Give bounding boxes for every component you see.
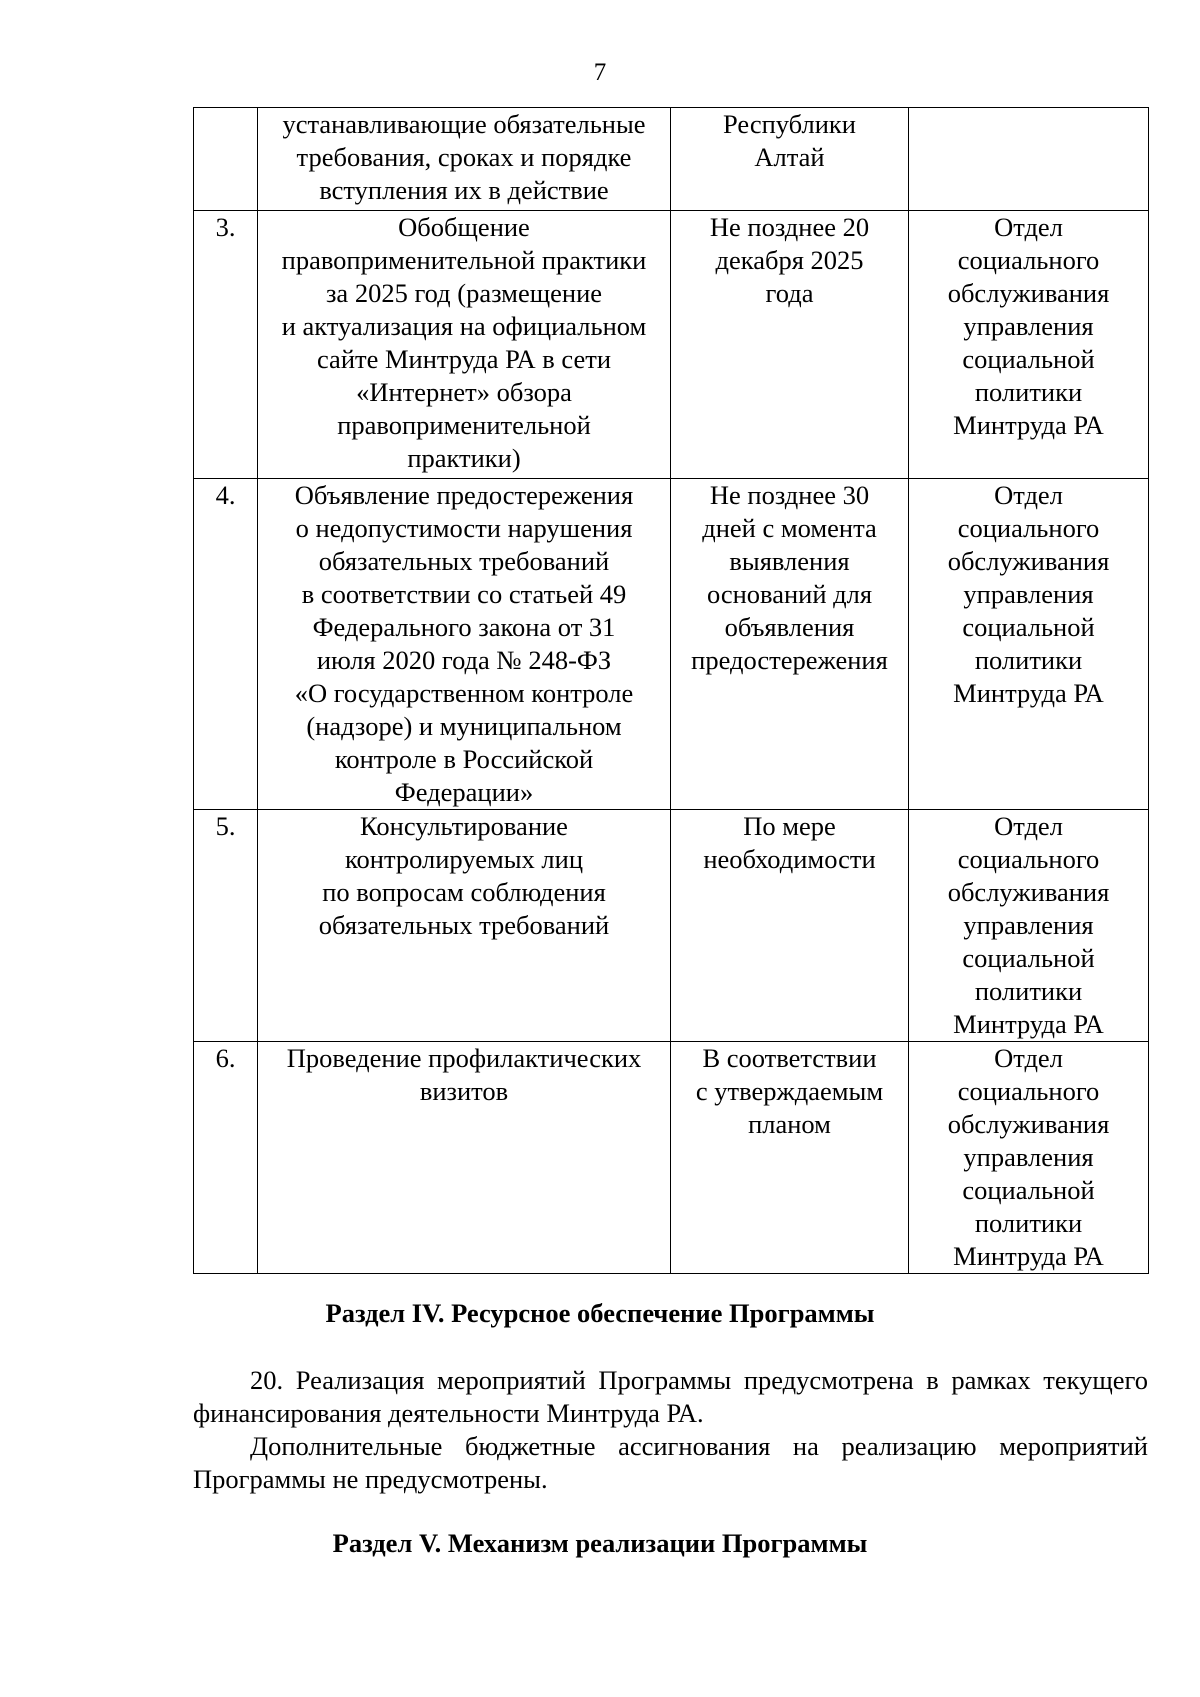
table-row xyxy=(194,108,1149,211)
responsible-cell: Отдел социального обслуживания управления социальной политики Минтруда РА xyxy=(909,479,1149,810)
term-cell: Не позднее 30 дней с момента выявления оснований для объявления предостережения xyxy=(671,479,909,810)
row-number xyxy=(194,108,258,211)
table-row xyxy=(194,1042,1149,1274)
table-row xyxy=(194,211,1149,479)
event-cell: устанавливающие обязательные требования, сроках и порядке вступления их в действие xyxy=(258,108,671,211)
row-number: 6. xyxy=(194,1042,258,1274)
event-cell: Проведение профилактических визитов xyxy=(258,1042,671,1274)
event-cell: Объявление предостережения о недопустимости нарушения обязательных требований в соответствии со статьей 49 Федерального закона от 31 июля 2020 года № 248-ФЗ «О государственном контроле (надзоре) и муниципальном контроле в Российской Федерации» xyxy=(258,479,671,810)
section-4-body xyxy=(193,1364,1148,1496)
responsible-cell: Отдел социального обслуживания управления социальной политики Минтруда РА xyxy=(909,810,1149,1042)
table-row xyxy=(194,479,1149,810)
section-4-title: Раздел IV. Ресурсное обеспечение Программы xyxy=(325,1298,875,1328)
paragraph: 20. Реализация мероприятий Программы предусмотрена в рамках текущего финансирования деятельности Минтруда РА. xyxy=(193,1365,1148,1428)
term-cell: Республики Алтай xyxy=(671,108,909,211)
row-number: 3. xyxy=(194,211,258,479)
table-row xyxy=(194,810,1149,1042)
page-number: 7 xyxy=(593,59,607,86)
activities-table xyxy=(193,107,1149,1274)
term-cell: Не позднее 20 декабря 2025 года xyxy=(671,211,909,479)
responsible-cell: Отдел социального обслуживания управления социальной политики Минтруда РА xyxy=(909,211,1149,479)
paragraph: Дополнительные бюджетные ассигнования на реализацию мероприятий Программы не предусмотрены. xyxy=(193,1431,1148,1494)
term-cell: По мере необходимости xyxy=(671,810,909,1042)
term-cell: В соответствии с утверждаемым планом xyxy=(671,1042,909,1274)
event-cell: Обобщение правоприменительной практики за 2025 год (размещение и актуализация на официальном сайте Минтруда РА в сети «Интернет» обзора правоприменительной практики) xyxy=(258,211,671,479)
event-cell: Консультирование контролируемых лиц по вопросам соблюдения обязательных требований xyxy=(258,810,671,1042)
section-5-title: Раздел V. Механизм реализации Программы xyxy=(332,1528,868,1558)
row-number: 5. xyxy=(194,810,258,1042)
row-number: 4. xyxy=(194,479,258,810)
responsible-cell xyxy=(909,108,1149,211)
responsible-cell: Отдел социального обслуживания управления социальной политики Минтруда РА xyxy=(909,1042,1149,1274)
